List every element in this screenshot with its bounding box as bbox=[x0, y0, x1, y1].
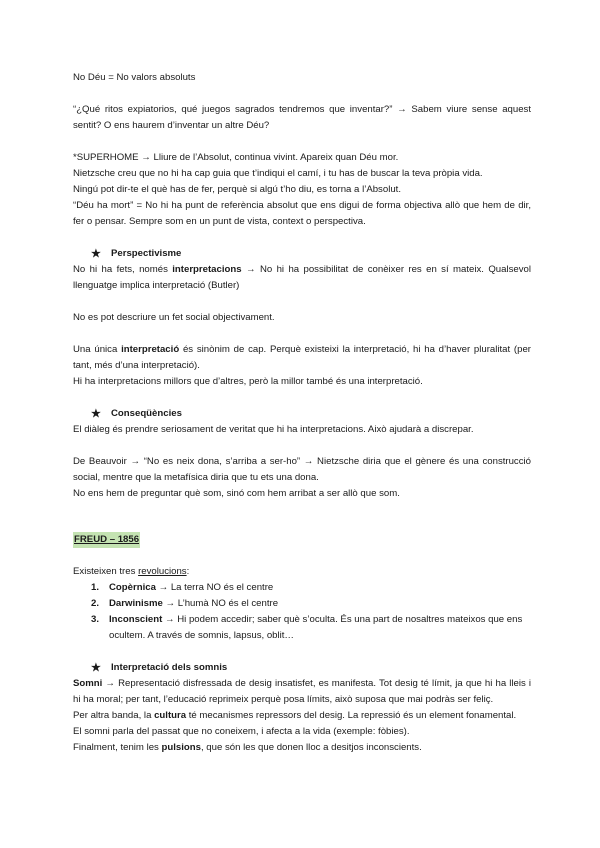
somnis-paragraph-4: Finalment, tenim les pulsions, que són les que donen lloc a desitjos inconscients. bbox=[73, 742, 422, 753]
list-item: 2. Darwinisme → L’humà NO és el centre bbox=[91, 598, 279, 609]
list-item: 1. Copèrnica → La terra NO és el centre bbox=[91, 582, 274, 593]
consequencies-paragraph-2: De Beauvoir → “No es neix dona, s’arriba a ser-ho” → Nietzsche diria que el gènere és una construcció social, mentre que la metafísica diria que tu ets una dona. bbox=[73, 456, 531, 483]
quote-paragraph: “¿Qué ritos expiatorios, qué juegos sagrados tendremos que inventar?” → Sabem viure sense aquest sentit? O ens haurem d’inventar un altre Déu? bbox=[73, 104, 531, 131]
consequencies-paragraph-1: El diàleg és prendre seriosament de veritat que hi ha interpretacions. Això ajudarà a discrepar. bbox=[73, 424, 474, 435]
superhome-line: *SUPERHOME → Lliure de l’Absolut, continua vivint. Apareix quan Déu mor. bbox=[73, 152, 399, 163]
perspectivisme-paragraph-1: No hi ha fets, només interpretacions → No hi ha possibilitat de conèixer res en sí mateix. Qualsevol llenguatge implica interpretació (Butler) bbox=[73, 264, 531, 291]
consequencies-paragraph-3: No ens hem de preguntar què som, sinó com hem arribat a ser allò que som. bbox=[73, 488, 400, 499]
consequencies-heading: ★ Conseqüències bbox=[91, 408, 182, 420]
somnis-paragraph-2: Per altra banda, la cultura té mecanismes repressors del desig. La repressió és un element fonamental. bbox=[73, 710, 517, 721]
perspectivisme-paragraph-3: Una única interpretació és sinònim de cap. Perquè existeixi la interpretació, hi ha d’haver pluralitat (per tant, més d’una interpretació). bbox=[73, 344, 531, 371]
somnis-paragraph-1: Somni → Representació disfressada de desig insatisfet, es manifesta. Tot desig té límit, ja que hi ha lleis i hi ha moral; per tant, l’educació reprimeix perquè posa límits, això suposa que mai podràs ser feliç. bbox=[73, 678, 531, 705]
freud-intro: Existeixen tres revolucions: bbox=[73, 566, 190, 577]
star-bullet-icon: ★ bbox=[91, 248, 101, 260]
somnis-paragraph-3: El somni parla del passat que no coneixem, i afecta a la vida (exemple: fòbies). bbox=[73, 726, 410, 737]
star-bullet-icon: ★ bbox=[91, 408, 101, 420]
perspectivisme-heading: ★ Perspectivisme bbox=[91, 248, 182, 260]
nietzsche-line: Nietzsche creu que no hi ha cap guia que t’indiqui el camí, i tu has de buscar la teva pròpia vida. bbox=[73, 168, 483, 179]
perspectivisme-paragraph-4: Hi ha interpretacions millors que d’altres, però la millor també és una interpretació. bbox=[73, 376, 423, 387]
document-body bbox=[73, 70, 531, 756]
star-bullet-icon: ★ bbox=[91, 662, 101, 674]
deu-ha-mort-paragraph: “Déu ha mort” = No hi ha punt de referència absolut que ens digui de forma objectiva allò que hem de dir, fer o pensar. Sempre som en un punt de vista, context o perspectiva. bbox=[73, 200, 531, 227]
ningu-line: Ningú pot dir-te el què has de fer, perquè si algú t’ho diu, es torna a l’Absolut. bbox=[73, 184, 401, 195]
revolutions-list bbox=[73, 580, 531, 644]
perspectivisme-paragraph-2: No es pot descriure un fet social objectivament. bbox=[73, 312, 275, 323]
freud-section bbox=[73, 532, 531, 548]
freud-title: FREUD – 1856 bbox=[73, 532, 140, 548]
list-item: 3. Inconscient → Hi podem accedir; saber què s’oculta. És una part de nosaltres mateixos que ens ocultem. A través de somnis, lapsus, oblit… bbox=[91, 614, 523, 641]
somnis-heading: ★ Interpretació dels somnis bbox=[91, 662, 228, 674]
no-deu-line: No Déu = No valors absoluts bbox=[73, 72, 196, 83]
